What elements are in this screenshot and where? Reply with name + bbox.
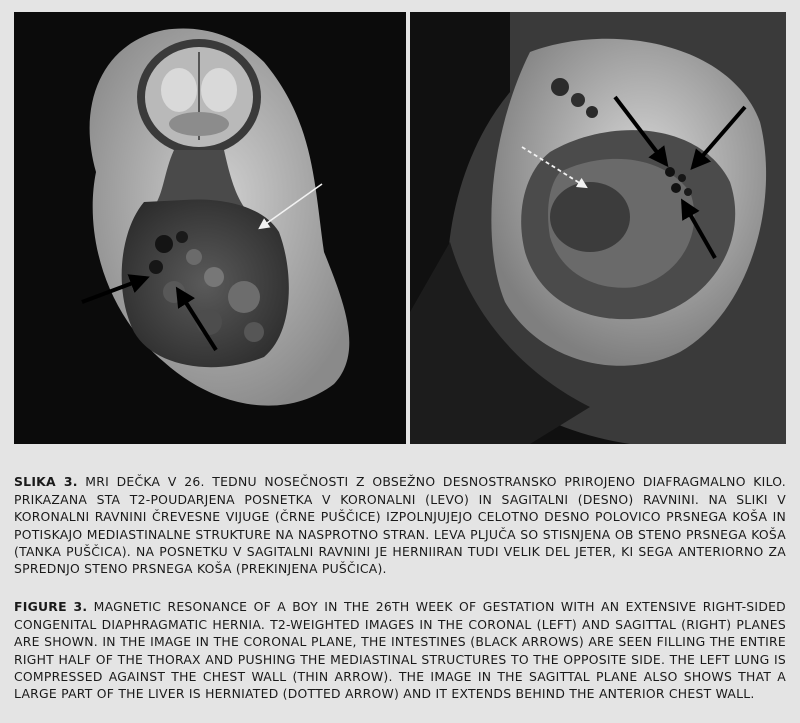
caption-slovenian [14,473,786,577]
liver [550,182,630,252]
caption-slovenian-label: SLIKA 3. [14,474,78,490]
mri-coronal-image [14,12,406,444]
caption-slovenian-text: MRI DEČKA V 26. TEDNU NOSEČNOSTI Z OBSEŽNO DESNOSTRANSKO PRIROJENO DIAFRAGMALNO KILO. PRIKAZANA STA T2-POUDARJENA POSNETKA V KORONALNI (LEVO) IN SAGITALNI (DESNO) RAVNINI. NA SLIKI V KORONALNI RAVNINI ČREVESNE VIJUGE (ČRNE PUŠČICE) IZPOLNJUJEJO CELOTNO DESNO POLOVICO PRSNEGA KOŠA IN POTISKAJO MEDIASTINALNE STRUKTURE NA NASPROTNO STRAN. LEVA PLJUČA SO STISNJENA OB STENO PRSNEGA KOŠA (TANKA PUŠČICA). NA POSNETKU V SAGITALNI RAVNINI JE HERNIIRAN TUDI VELIK DEL JETER, KI SEGA ANTERIORNO ZA SPREDNJO STENO PRSNEGA KOŠA (PREKINJENA PUŠČICA). [14,474,786,577]
caption-english-label: FIGURE 3. [14,599,88,615]
mri-sagittal-image [410,12,786,444]
caption-english [14,598,786,702]
caption-english-text: MAGNETIC RESONANCE OF A BOY IN THE 26TH WEEK OF GESTATION WITH AN EXTENSIVE RIGHT-SIDED CONGENITAL DIAPHRAGMATIC HERNIA. T2-WEIGHTED IMAGES IN THE CORONAL (LEFT) AND SAGITTAL (RIGHT) PLANES ARE SHOWN. IN THE IMAGE IN THE CORONAL PLANE, THE INTESTINES (BLACK ARROWS) ARE SEEN FILLING THE ENTIRE RIGHT HALF OF THE THORAX AND PUSHING THE MEDIASTINAL STRUCTURES TO THE OPPOSITE SIDE. THE LEFT LUNG IS COMPRESSED AGAINST THE CHEST WALL (THIN ARROW). THE IMAGE IN THE SAGITTAL PLANE ALSO SHOWS THAT A LARGE PART OF THE LIVER IS HERNIATED (DOTTED ARROW) AND IT EXTENDS BEHIND THE ANTERIOR CHEST WALL. [14,599,786,702]
